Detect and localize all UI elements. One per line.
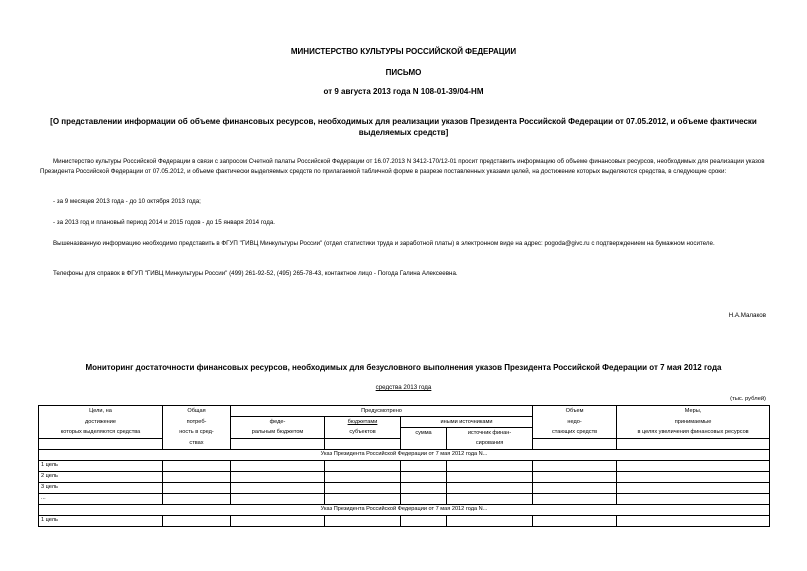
table-row	[39, 482, 770, 493]
header-shortfall-line: недо-	[533, 417, 617, 428]
goal-cell: 1 цель	[39, 515, 163, 526]
header-total-need-line: ность в сред-	[163, 428, 231, 439]
goal-cell: 2 цель	[39, 471, 163, 482]
monitoring-subtitle: средства 2013 года	[375, 384, 432, 391]
header-planned: Предусмотрено	[231, 406, 533, 417]
header-shortfall: Объем	[533, 406, 617, 417]
header-financing-source: источник финан-	[447, 428, 533, 439]
ministry-heading: МИНИСТЕРСТВО КУЛЬТУРЫ РОССИЙСКОЙ ФЕДЕРАЦИИ	[290, 47, 517, 56]
document-date-number: от 9 августа 2013 года N 108-01-39/04-НМ	[323, 87, 484, 96]
header-federal-line: ральным бюджетом	[231, 428, 325, 439]
header-goals-line: достижение	[39, 417, 163, 428]
header-spacer	[231, 438, 325, 449]
document-type: ПИСЬМО	[385, 68, 422, 77]
header-spacer	[401, 438, 447, 449]
header-other-sources: иными источниками	[401, 417, 533, 428]
header-measures-line: в целях увеличения финансовых ресурсов	[617, 428, 770, 439]
header-spacer	[325, 438, 401, 449]
deadline-item-1: - за 9 месяцев 2013 года - до 10 октября 2013 года;	[53, 198, 201, 205]
table-row	[39, 471, 770, 482]
header-budgets: бюджетами	[325, 417, 401, 428]
deadline-item-2: - за 2013 год и плановый период 2014 и 2015 годов - до 15 января 2014 года.	[53, 219, 276, 226]
monitoring-table	[38, 405, 770, 527]
decree-section-row: Указ Президента Российской Федерации от 7 мая 2012 года N...	[39, 449, 770, 460]
header-shortfall-line: стающих средств	[533, 428, 617, 439]
table-row	[39, 493, 770, 504]
header-total-need-line: ствах	[163, 438, 231, 449]
header-spacer	[617, 438, 770, 449]
header-federal: феде-	[231, 417, 325, 428]
body-paragraph-3: Телефоны для справок в ФГУП "ГИВЦ Минкультуры России" (499) 261-92-52, (495) 265-78-43, контактное лицо - Погода Галина Алексеевна.	[53, 270, 458, 277]
document-subject: [О представлении информации об объеме финансовых ресурсов, необходимых для реализации указов Президента Российской Федерации от 07.05.2012, и объеме фактически выделяемых средств]	[50, 117, 757, 137]
goal-cell: 3 цель	[39, 482, 163, 493]
header-goals-line: которых выделяются средства	[39, 428, 163, 439]
header-measures: Меры,	[617, 406, 770, 417]
header-total-need-line: потреб-	[163, 417, 231, 428]
header-goals: Цели, на	[39, 406, 163, 417]
monitoring-title: Мониторинг достаточности финансовых ресурсов, необходимых для безусловного выполнения указов Президента Российской Федерации от 7 мая 2012 года	[85, 363, 722, 372]
header-subjects: субъектов	[325, 428, 401, 439]
header-spacer	[533, 438, 617, 449]
signature: Н.А.Малаков	[728, 312, 766, 319]
header-measures-line: принимаемые	[617, 417, 770, 428]
header-spacer	[39, 438, 163, 449]
goal-cell: ...	[39, 493, 163, 504]
goal-cell: 1 цель	[39, 460, 163, 471]
header-sum: сумма	[401, 428, 447, 439]
table-row	[39, 460, 770, 471]
decree-section-row: Указ Президента Российской Федерации от 7 мая 2012 года N...	[39, 504, 770, 515]
header-financing-source-line: сирования	[447, 438, 533, 449]
body-paragraph-2: Вышеназванную информацию необходимо представить в ФГУП "ГИВЦ Минкультуры России" (отдел статистики труда и заработной платы) в электронном виде на адрес: pogoda@givc.ru с подтверждением на бумажном носителе.	[53, 240, 715, 247]
body-paragraph-1: Министерство культуры Российской Федерации в связи с запросом Счетной палаты Российской Федерации от 16.07.2013 N 3412-170/12-01 просит представить информацию об объеме финансовых ресурсов, необходимых для реализации указов Президента Российской Федерации от 07.05.2012, и объеме фактически выделяемых средств по прилагаемой табличной форме в разрезе поставленных указами целей, на достижение которых выделяются средства, в следующие сроки:	[40, 158, 765, 175]
header-total-need: Общая	[163, 406, 231, 417]
table-row	[39, 515, 770, 526]
unit-label: (тыс. рублей)	[730, 396, 766, 402]
